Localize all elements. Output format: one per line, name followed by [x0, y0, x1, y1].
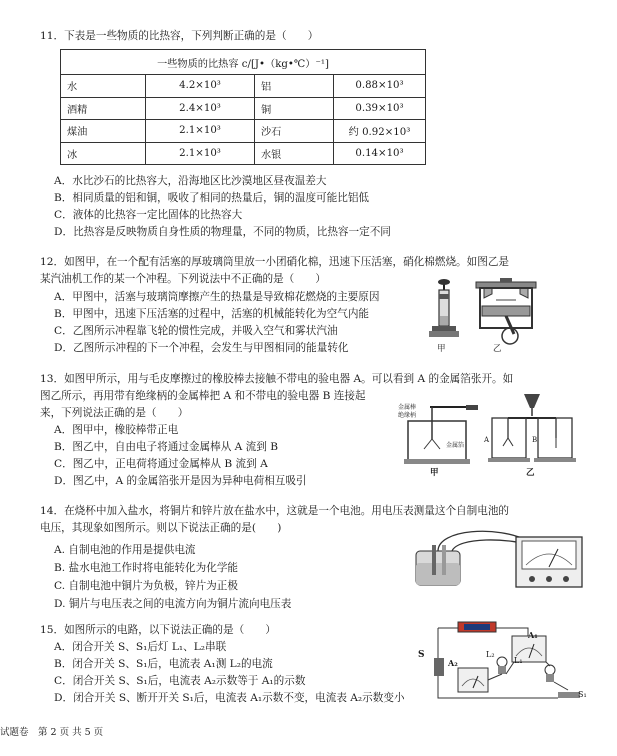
label-electroscope-a: A — [484, 436, 490, 444]
q13-option-c: C．图乙中，正电荷将通过金属棒从 B 流到 A — [54, 458, 268, 470]
q12-option-a: A．甲图中，活塞与玻璃筒摩擦产生的热量是导致棉花燃烧的主要原因 — [54, 291, 380, 303]
q12-option-d: D．乙图所示冲程的下一个冲程，会发生与甲图相同的能量转化 — [54, 342, 349, 354]
q11-option-b: B．相同质量的铝和铜，吸收了相同的热量后，铜的温度可能比铝低 — [54, 192, 370, 204]
q15-option-b: B．闭合开关 S、S₁后，电流表 A₁测 L₂的电流 — [54, 658, 273, 670]
label-rod: 金属棒 — [398, 404, 417, 411]
engine-cylinder-figure — [470, 278, 542, 348]
q15-option-c: C．闭合开关 S、S₁后，电流表 A₂示数等于 A₁的示数 — [54, 675, 306, 687]
q12-fig-b-label: 乙 — [493, 344, 502, 354]
q15-option-a: A．闭合开关 S、S₁后灯 L₁、L₂串联 — [54, 641, 227, 653]
q13-option-a: A．图甲中，橡胶棒带正电 — [54, 424, 179, 436]
label-switch-s: S — [418, 650, 425, 660]
specific-heat-table — [60, 49, 426, 165]
q13-option-b: B．图乙中，自由电子将通过金属棒从 A 流到 B — [54, 441, 279, 453]
q13-stem-line1: 13．如图甲所示，用与毛皮摩擦过的橡胶棒去接触不带电的验电器 A。可以看到 A 的金属箔张开。如 — [40, 373, 514, 385]
q11-stem: 11．下表是一些物质的比热容，下列判断正确的是（ ） — [40, 30, 319, 42]
label-ammeter-a2: A₂ — [448, 658, 458, 668]
label-foil: 金属箔 — [446, 442, 465, 449]
table-row: 水 4.2×10³ 铝 0.88×10³ — [61, 75, 426, 98]
q13-fig-a-label: 甲 — [430, 468, 439, 478]
label-handle: 绝缘柄 — [398, 412, 417, 419]
label-lamp-l1: L₁ — [514, 656, 523, 665]
table-row: 煤油 2.1×10³ 沙石 约 0.92×10³ — [61, 120, 426, 143]
q12-option-b: B．甲图中，迅速下压活塞的过程中，活塞的机械能转化为空气内能 — [54, 308, 370, 320]
label-electroscope-b: B — [532, 436, 538, 444]
q14-stem-line1: 14．在烧杯中加入盐水，将铜片和锌片放在盐水中，这就是一个电池。用电压表测量这个自制电池的 — [40, 505, 510, 517]
q14-option-b: B. 盐水电池工作时将电能转化为化学能 — [54, 562, 239, 574]
q13-stem-line3: 来，下列说法正确的是（ ） — [40, 407, 189, 419]
q13-option-d: D．图乙中，A 的金属箔张开是因为异种电荷相互吸引 — [54, 475, 307, 487]
q14-stem-line2: 电压，其现象如图所示。则以下说法正确的是( ) — [40, 522, 282, 534]
q14-option-c: C. 自制电池中铜片为负极，锌片为正极 — [54, 580, 238, 592]
label-lamp-l2: L₂ — [486, 650, 495, 659]
page-footer: 试题卷 第 2 页 共 5 页 — [0, 727, 104, 738]
q12-fig-a-label: 甲 — [437, 344, 446, 354]
electroscope-figure-b — [486, 392, 578, 468]
q11-option-d: D．比热容是反映物质自身性质的物理量，不同的物质，比热容一定不同 — [54, 226, 391, 238]
table-row: 酒精 2.4×10³ 铜 0.39×10³ — [61, 97, 426, 120]
q12-stem-line1: 12．如图甲，在一个配有活塞的厚玻璃筒里放一小团硝化棉，迅速下压活塞，硝化棉燃烧。如图乙是 — [40, 256, 510, 268]
q14-option-d: D. 铜片与电压表之间的电流方向为铜片流向电压表 — [54, 598, 292, 610]
q12-option-c: C．乙图所示冲程靠飞轮的惯性完成，并吸入空气和雾状汽油 — [54, 325, 338, 337]
q15-option-d: D．闭合开关 S、断开开关 S₁后，电流表 A₁示数不变，电流表 A₂示数变小 — [54, 692, 405, 704]
table-title: 一些物质的比热容 c/[J•（kg•℃）⁻¹] — [61, 50, 426, 75]
label-switch-s1: S₁ — [578, 690, 587, 699]
q11-option-a: A．水比沙石的比热容大，沿海地区比沙漠地区昼夜温差大 — [54, 175, 327, 187]
q11-option-c: C．液体的比热容一定比固体的比热容大 — [54, 209, 243, 221]
q15-stem: 15．如图所示的电路，以下说法正确的是（ ） — [40, 624, 276, 636]
saline-battery-voltmeter-figure — [408, 527, 586, 593]
glass-tube-piston-figure — [426, 278, 466, 348]
q12-stem-line2: 某汽油机工作的某一个冲程。下列说法中不正确的是（ ） — [40, 273, 327, 285]
circuit-figure — [418, 616, 598, 708]
q14-option-a: A. 自制电池的作用是提供电流 — [54, 544, 196, 556]
q13-fig-b-label: 乙 — [526, 468, 535, 478]
table-row: 冰 2.1×10³ 水银 0.14×10³ — [61, 142, 426, 165]
label-ammeter-a1: A₁ — [528, 630, 538, 640]
q13-stem-line2: 图乙所示，再用带有绝缘柄的金属棒把 A 和不带电的验电器 B 连接起 — [40, 390, 366, 402]
